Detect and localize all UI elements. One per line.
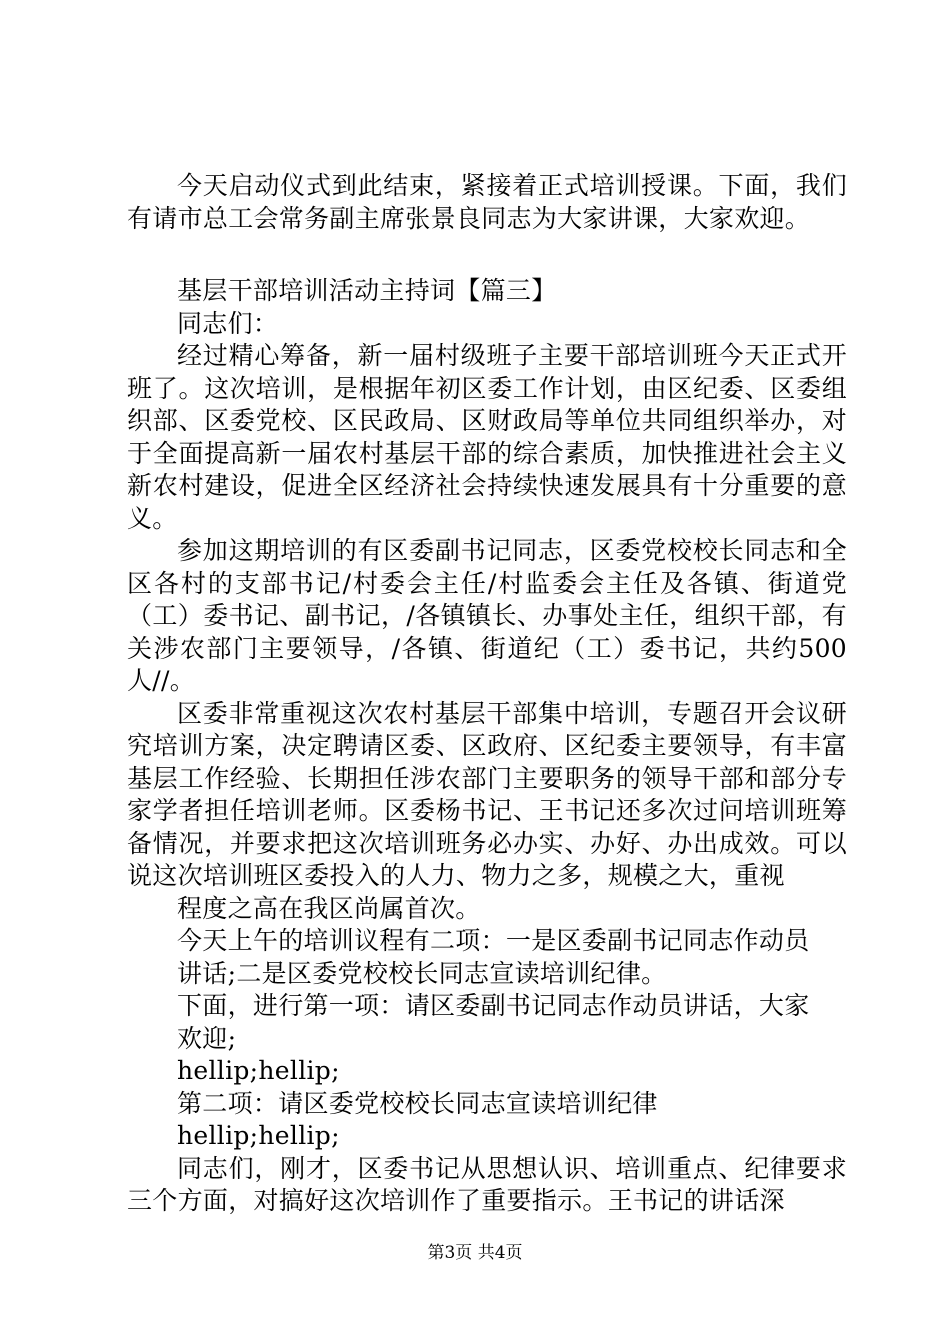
page-footer: 第3页 共4页 <box>427 1243 523 1263</box>
agenda-line: 讲话;二是区委党校校长同志宣读培训纪律。 <box>177 958 667 988</box>
agenda-line: hellip;hellip; <box>177 1056 340 1085</box>
document-body <box>127 170 847 1218</box>
paragraph-closing-ceremony: 今天启动仪式到此结束，紧接着正式培训授课。下面，我们有请市总工会常务副主席张景良同志为大家讲课，大家欢迎。 <box>127 171 847 233</box>
paragraph-opening: 经过精心筹备，新一届村级班子主要干部培训班今天正式开班了。这次培训，是根据年初区委工作计划，由区纪委、区委组织部、区委党校、区民政局、区财政局等单位共同组织举办，对于全面提高新一届农村基层干部的综合素质，加快推进社会主义新农村建设，促进全区经济社会持续快速发展具有十分重要的意义。 <box>127 341 847 533</box>
paragraph-participants: 参加这期培训的有区委副书记同志，区委党校校长同志和全区各村的支部书记/村委会主任/村监委会主任及各镇、街道党（工）委书记、副书记，/各镇镇长、办事处主任，组织干部，有关涉农部门主要领导，/各镇、街道纪（工）委书记，共约500人//。 <box>127 536 847 695</box>
agenda-line: 程度之高在我区尚属首次。 <box>177 893 481 923</box>
agenda-line: 今天上午的培训议程有二项：一是区委副书记同志作动员 <box>177 926 810 955</box>
greeting: 同志们： <box>177 308 279 338</box>
agenda-line: 下面，进行第一项：请区委副书记同志作动员讲话，大家 <box>177 991 810 1020</box>
agenda-line: 欢迎; <box>177 1023 237 1053</box>
section-title: 基层干部培训活动主持词【篇三】 <box>177 276 557 305</box>
paragraph-summary: 同志们，刚才，区委书记从思想认识、培训重点、纪律要求三个方面，对搞好这次培训作了重要指示。王书记的讲话深 <box>127 1153 847 1215</box>
agenda-line: hellip;hellip; <box>177 1121 340 1150</box>
paragraph-gap <box>127 235 847 275</box>
agenda-line: 第二项：请区委党校校长同志宣读培训纪律 <box>177 1088 658 1118</box>
paragraph-importance: 区委非常重视这次农村基层干部集中培训，专题召开会议研究培训方案，决定聘请区委、区政府、区纪委主要领导，有丰富基层工作经验、长期担任涉农部门主要职务的领导干部和部分专家学者担任培训老师。区委杨书记、王书记还多次过问培训班筹备情况，并要求把这次培训班务必办实、办好、办出成效。可以说这次培训班区委投入的人力、物力之多，规模之大，重视 <box>127 698 847 890</box>
